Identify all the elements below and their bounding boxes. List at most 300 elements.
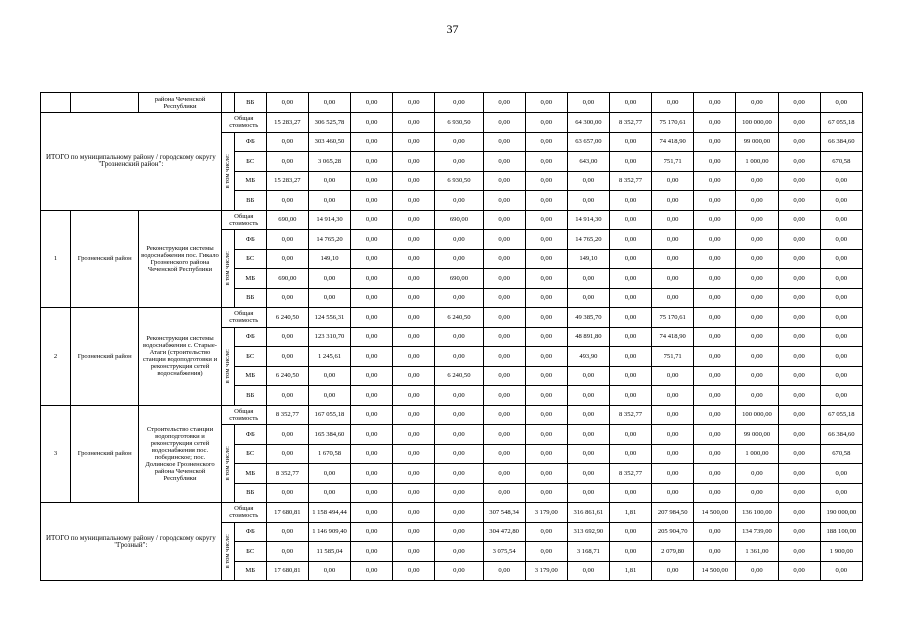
in-that-number-cell: [221, 230, 234, 308]
value-cell: 0,00: [435, 327, 483, 347]
value-cell: 0,00: [652, 366, 694, 386]
value-cell: 0,00: [820, 561, 862, 581]
value-cell: 0,00: [393, 191, 435, 211]
value-cell: 670,58: [820, 152, 862, 172]
value-cell: 3 179,00: [525, 561, 567, 581]
value-cell: 14 765,20: [567, 230, 609, 250]
project-cell: района Чеченской Республики: [139, 93, 221, 113]
value-cell: 3 179,00: [525, 503, 567, 523]
value-cell: 6 240,50: [266, 366, 308, 386]
value-cell: 63 657,00: [567, 132, 609, 152]
value-cell: 0,00: [435, 249, 483, 269]
value-cell: 0,00: [694, 425, 736, 445]
value-cell: 0,00: [609, 522, 651, 542]
value-cell: 0,00: [483, 561, 525, 581]
value-cell: 0,00: [483, 308, 525, 328]
value-cell: 0,00: [778, 308, 820, 328]
value-cell: 304 472,80: [483, 522, 525, 542]
value-cell: 0,00: [778, 425, 820, 445]
value-cell: 0,00: [694, 113, 736, 133]
value-cell: 0,00: [652, 483, 694, 503]
value-cell: 0,00: [567, 464, 609, 484]
value-cell: 0,00: [694, 210, 736, 230]
value-cell: 0,00: [483, 132, 525, 152]
value-cell: 8 352,77: [609, 171, 651, 191]
value-cell: 690,00: [435, 269, 483, 289]
value-cell: 0,00: [351, 113, 393, 133]
value-cell: 0,00: [266, 230, 308, 250]
in-that-number-label: в том числе:: [224, 251, 232, 286]
value-cell: 0,00: [525, 464, 567, 484]
value-cell: 0,00: [266, 249, 308, 269]
value-cell: 0,00: [736, 249, 778, 269]
value-cell: 0,00: [266, 93, 308, 113]
value-cell: 0,00: [483, 444, 525, 464]
value-cell: 0,00: [820, 249, 862, 269]
value-cell: 0,00: [351, 230, 393, 250]
value-cell: 0,00: [525, 249, 567, 269]
source-cell: ФБ: [234, 132, 266, 152]
value-cell: 0,00: [525, 93, 567, 113]
value-cell: 0,00: [435, 347, 483, 367]
value-cell: 0,00: [694, 366, 736, 386]
value-cell: 15 283,27: [266, 113, 308, 133]
value-cell: 0,00: [820, 464, 862, 484]
value-cell: 0,00: [609, 347, 651, 367]
value-cell: 6 240,50: [435, 366, 483, 386]
value-cell: 74 418,90: [652, 132, 694, 152]
value-cell: 8 352,77: [266, 405, 308, 425]
value-cell: 0,00: [820, 308, 862, 328]
source-cell: ФБ: [234, 425, 266, 445]
value-cell: 0,00: [435, 288, 483, 308]
value-cell: 0,00: [736, 308, 778, 328]
value-cell: 0,00: [567, 386, 609, 406]
value-cell: 0,00: [483, 230, 525, 250]
value-cell: 14 500,00: [694, 561, 736, 581]
total-cost-label: Общая стоимость: [221, 113, 266, 133]
value-cell: 0,00: [609, 132, 651, 152]
value-cell: 0,00: [525, 366, 567, 386]
value-cell: 0,00: [393, 152, 435, 172]
value-cell: 0,00: [393, 327, 435, 347]
value-cell: 0,00: [820, 269, 862, 289]
value-cell: 0,00: [351, 425, 393, 445]
value-cell: 0,00: [351, 483, 393, 503]
value-cell: 0,00: [525, 327, 567, 347]
value-cell: 0,00: [778, 230, 820, 250]
value-cell: 0,00: [525, 347, 567, 367]
value-cell: 0,00: [820, 93, 862, 113]
value-cell: 0,00: [351, 191, 393, 211]
value-cell: 0,00: [820, 210, 862, 230]
value-cell: 6 930,50: [435, 113, 483, 133]
value-cell: 0,00: [351, 210, 393, 230]
value-cell: 0,00: [393, 171, 435, 191]
value-cell: 0,00: [525, 308, 567, 328]
value-cell: 0,00: [567, 269, 609, 289]
value-cell: 1 146 909,40: [308, 522, 350, 542]
value-cell: 8 352,77: [609, 464, 651, 484]
source-cell: ФБ: [234, 230, 266, 250]
value-cell: 0,00: [351, 561, 393, 581]
value-cell: 0,00: [435, 464, 483, 484]
value-cell: 0,00: [266, 522, 308, 542]
in-that-number-cell: [221, 327, 234, 405]
value-cell: 14 500,00: [694, 503, 736, 523]
value-cell: 1,81: [609, 503, 651, 523]
value-cell: 100 000,00: [736, 113, 778, 133]
value-cell: 0,00: [393, 132, 435, 152]
value-cell: 0,00: [778, 269, 820, 289]
value-cell: 0,00: [694, 230, 736, 250]
total-cost-label: Общая стоимость: [221, 210, 266, 230]
value-cell: 493,90: [567, 347, 609, 367]
value-cell: 0,00: [736, 210, 778, 230]
district-cell: [71, 93, 139, 113]
source-cell: МБ: [234, 171, 266, 191]
value-cell: 205 904,70: [652, 522, 694, 542]
value-cell: 0,00: [609, 230, 651, 250]
value-cell: 0,00: [652, 93, 694, 113]
total-cost-label: Общая стоимость: [221, 308, 266, 328]
value-cell: 1 000,00: [736, 152, 778, 172]
value-cell: 0,00: [652, 464, 694, 484]
value-cell: 165 384,60: [308, 425, 350, 445]
value-cell: 0,00: [694, 386, 736, 406]
source-cell: БС: [234, 542, 266, 562]
value-cell: 6 240,50: [266, 308, 308, 328]
value-cell: 0,00: [778, 444, 820, 464]
table-row: [41, 405, 863, 425]
value-cell: 0,00: [266, 386, 308, 406]
value-cell: 0,00: [351, 542, 393, 562]
value-cell: 0,00: [393, 308, 435, 328]
value-cell: 0,00: [435, 522, 483, 542]
value-cell: 0,00: [351, 249, 393, 269]
value-cell: 0,00: [308, 561, 350, 581]
value-cell: 670,58: [820, 444, 862, 464]
value-cell: 0,00: [525, 288, 567, 308]
value-cell: 17 680,81: [266, 503, 308, 523]
value-cell: 0,00: [351, 347, 393, 367]
value-cell: 0,00: [736, 230, 778, 250]
value-cell: 2 079,80: [652, 542, 694, 562]
value-cell: 643,00: [567, 152, 609, 172]
value-cell: 0,00: [525, 405, 567, 425]
value-cell: 0,00: [778, 191, 820, 211]
table-row: [41, 308, 863, 328]
total-cost-label: Общая стоимость: [221, 503, 266, 523]
value-cell: 0,00: [778, 386, 820, 406]
project-name: Реконструкция системы водоснабжения пос. Гикало Грозненского района Чеченской Республики: [139, 210, 221, 308]
value-cell: 0,00: [393, 503, 435, 523]
value-cell: 8 352,77: [609, 113, 651, 133]
table-row: [41, 113, 863, 133]
value-cell: 0,00: [308, 269, 350, 289]
value-cell: 0,00: [483, 210, 525, 230]
value-cell: 0,00: [351, 308, 393, 328]
value-cell: 0,00: [351, 152, 393, 172]
value-cell: 0,00: [351, 444, 393, 464]
source-cell: ВБ: [234, 288, 266, 308]
value-cell: 0,00: [778, 503, 820, 523]
value-cell: 8 352,77: [609, 405, 651, 425]
value-cell: 0,00: [266, 483, 308, 503]
value-cell: 0,00: [483, 288, 525, 308]
value-cell: 0,00: [525, 132, 567, 152]
value-cell: 99 000,00: [736, 425, 778, 445]
value-cell: 8 352,77: [266, 464, 308, 484]
in-that-number-label: в том числе:: [224, 446, 232, 481]
value-cell: 14 765,20: [308, 230, 350, 250]
value-cell: 0,00: [778, 210, 820, 230]
value-cell: 0,00: [567, 288, 609, 308]
value-cell: 690,00: [435, 210, 483, 230]
value-cell: 0,00: [266, 191, 308, 211]
value-cell: 0,00: [393, 522, 435, 542]
value-cell: 48 891,80: [567, 327, 609, 347]
value-cell: 0,00: [820, 386, 862, 406]
value-cell: 0,00: [525, 483, 567, 503]
value-cell: 75 170,61: [652, 308, 694, 328]
source-cell: ФБ: [234, 522, 266, 542]
value-cell: 99 000,00: [736, 132, 778, 152]
value-cell: 306 525,78: [308, 113, 350, 133]
value-cell: 0,00: [435, 386, 483, 406]
value-cell: 1 158 494,44: [308, 503, 350, 523]
value-cell: 1 900,00: [820, 542, 862, 562]
value-cell: 0,00: [609, 288, 651, 308]
total-label: ИТОГО по муниципальному району / городскому округу "Грозненский район":: [41, 113, 222, 211]
row-number: 3: [41, 405, 71, 503]
value-cell: 0,00: [778, 347, 820, 367]
value-cell: 0,00: [820, 171, 862, 191]
value-cell: 0,00: [435, 191, 483, 211]
value-cell: 0,00: [525, 152, 567, 172]
value-cell: 0,00: [652, 561, 694, 581]
source-cell: ВБ: [234, 191, 266, 211]
value-cell: 0,00: [778, 483, 820, 503]
value-cell: 1 000,00: [736, 444, 778, 464]
value-cell: 0,00: [778, 542, 820, 562]
source-cell: ФБ: [234, 327, 266, 347]
value-cell: 0,00: [736, 191, 778, 211]
in-that-number-cell: [221, 132, 234, 210]
value-cell: 0,00: [652, 230, 694, 250]
value-cell: 0,00: [736, 327, 778, 347]
value-cell: 0,00: [694, 483, 736, 503]
value-cell: 0,00: [435, 483, 483, 503]
value-cell: 0,00: [483, 191, 525, 211]
value-cell: 0,00: [393, 288, 435, 308]
value-cell: 14 914,30: [567, 210, 609, 230]
value-cell: 0,00: [351, 288, 393, 308]
value-cell: 0,00: [393, 464, 435, 484]
value-cell: 0,00: [266, 542, 308, 562]
value-cell: 0,00: [483, 249, 525, 269]
value-cell: 0,00: [266, 132, 308, 152]
value-cell: 0,00: [525, 522, 567, 542]
source-cell: МБ: [234, 366, 266, 386]
source-cell: МБ: [234, 269, 266, 289]
value-cell: 0,00: [778, 152, 820, 172]
value-cell: 0,00: [609, 308, 651, 328]
value-cell: 0,00: [694, 171, 736, 191]
source-cell: ВБ: [234, 93, 266, 113]
source-cell: ВБ: [234, 483, 266, 503]
value-cell: 0,00: [525, 542, 567, 562]
value-cell: 0,00: [483, 464, 525, 484]
value-cell: 0,00: [308, 464, 350, 484]
value-cell: 0,00: [351, 269, 393, 289]
value-cell: 0,00: [483, 113, 525, 133]
value-cell: 0,00: [694, 327, 736, 347]
value-cell: 6 240,50: [435, 308, 483, 328]
value-cell: 0,00: [736, 483, 778, 503]
value-cell: 149,10: [308, 249, 350, 269]
value-cell: 0,00: [652, 269, 694, 289]
value-cell: 316 861,61: [567, 503, 609, 523]
value-cell: 67 055,18: [820, 113, 862, 133]
value-cell: 0,00: [308, 483, 350, 503]
value-cell: 0,00: [820, 366, 862, 386]
value-cell: 0,00: [435, 230, 483, 250]
value-cell: 188 100,00: [820, 522, 862, 542]
value-cell: 0,00: [652, 191, 694, 211]
value-cell: 0,00: [435, 561, 483, 581]
value-cell: 0,00: [483, 269, 525, 289]
value-cell: 0,00: [778, 522, 820, 542]
value-cell: 3 168,71: [567, 542, 609, 562]
value-cell: 0,00: [820, 347, 862, 367]
value-cell: 123 310,70: [308, 327, 350, 347]
value-cell: 313 692,90: [567, 522, 609, 542]
row-number: 1: [41, 210, 71, 308]
value-cell: 0,00: [567, 405, 609, 425]
value-cell: 0,00: [736, 288, 778, 308]
value-cell: 0,00: [567, 171, 609, 191]
table-row: [41, 210, 863, 230]
value-cell: 0,00: [308, 386, 350, 406]
value-cell: 307 548,34: [483, 503, 525, 523]
value-cell: 0,00: [609, 386, 651, 406]
value-cell: 0,00: [694, 191, 736, 211]
value-cell: 49 385,70: [567, 308, 609, 328]
value-cell: 1 361,00: [736, 542, 778, 562]
value-cell: 0,00: [778, 132, 820, 152]
value-cell: 0,00: [820, 191, 862, 211]
value-cell: 0,00: [351, 522, 393, 542]
value-cell: 0,00: [351, 132, 393, 152]
value-cell: 100 000,00: [736, 405, 778, 425]
value-cell: 0,00: [308, 171, 350, 191]
value-cell: 17 680,81: [266, 561, 308, 581]
value-cell: 0,00: [393, 444, 435, 464]
value-cell: 0,00: [778, 93, 820, 113]
value-cell: 0,00: [609, 191, 651, 211]
value-cell: 0,00: [483, 93, 525, 113]
value-cell: 0,00: [609, 542, 651, 562]
value-cell: 0,00: [483, 483, 525, 503]
value-cell: 0,00: [778, 327, 820, 347]
value-cell: 66 384,60: [820, 425, 862, 445]
value-cell: 0,00: [820, 230, 862, 250]
value-cell: 11 585,04: [308, 542, 350, 562]
value-cell: 0,00: [435, 132, 483, 152]
value-cell: 0,00: [694, 249, 736, 269]
value-cell: 0,00: [525, 113, 567, 133]
value-cell: 0,00: [266, 347, 308, 367]
value-cell: 0,00: [525, 444, 567, 464]
value-cell: 0,00: [778, 113, 820, 133]
value-cell: 0,00: [820, 327, 862, 347]
value-cell: 0,00: [308, 366, 350, 386]
in-that-number-cell: [221, 93, 234, 113]
value-cell: 6 930,50: [435, 171, 483, 191]
value-cell: 0,00: [778, 561, 820, 581]
value-cell: 0,00: [435, 503, 483, 523]
value-cell: 0,00: [266, 327, 308, 347]
project-name: Реконструкция системы водоснабжения с. Старые-Атаги (строительство станции водоподготовки и реконструкция сетей водоснабжения): [139, 308, 221, 406]
value-cell: 0,00: [609, 269, 651, 289]
value-cell: 690,00: [266, 210, 308, 230]
value-cell: 0,00: [351, 386, 393, 406]
district-name: Грозненский район: [71, 210, 139, 308]
value-cell: 0,00: [652, 210, 694, 230]
value-cell: 0,00: [351, 366, 393, 386]
value-cell: 0,00: [609, 152, 651, 172]
value-cell: 0,00: [694, 444, 736, 464]
value-cell: 0,00: [652, 288, 694, 308]
value-cell: 0,00: [351, 503, 393, 523]
value-cell: 0,00: [525, 269, 567, 289]
value-cell: 0,00: [393, 269, 435, 289]
value-cell: 0,00: [652, 249, 694, 269]
value-cell: 0,00: [483, 152, 525, 172]
number-cell: [41, 93, 71, 113]
value-cell: 0,00: [483, 171, 525, 191]
value-cell: 0,00: [525, 230, 567, 250]
value-cell: 0,00: [525, 425, 567, 445]
value-cell: 0,00: [525, 386, 567, 406]
value-cell: 0,00: [393, 425, 435, 445]
value-cell: 0,00: [694, 288, 736, 308]
value-cell: 751,71: [652, 347, 694, 367]
value-cell: 0,00: [652, 425, 694, 445]
value-cell: 134 739,00: [736, 522, 778, 542]
value-cell: 0,00: [435, 425, 483, 445]
value-cell: 0,00: [351, 93, 393, 113]
value-cell: 190 000,00: [820, 503, 862, 523]
value-cell: 0,00: [778, 171, 820, 191]
value-cell: 0,00: [435, 405, 483, 425]
source-cell: БС: [234, 347, 266, 367]
source-cell: МБ: [234, 464, 266, 484]
value-cell: 0,00: [694, 464, 736, 484]
value-cell: 64 300,00: [567, 113, 609, 133]
value-cell: 0,00: [393, 230, 435, 250]
source-cell: МБ: [234, 561, 266, 581]
value-cell: 0,00: [393, 561, 435, 581]
value-cell: 0,00: [308, 288, 350, 308]
value-cell: 0,00: [736, 171, 778, 191]
value-cell: 0,00: [778, 464, 820, 484]
value-cell: 167 055,18: [308, 405, 350, 425]
value-cell: 0,00: [393, 542, 435, 562]
in-that-number-label: в том числе:: [224, 534, 232, 569]
value-cell: 14 914,30: [308, 210, 350, 230]
